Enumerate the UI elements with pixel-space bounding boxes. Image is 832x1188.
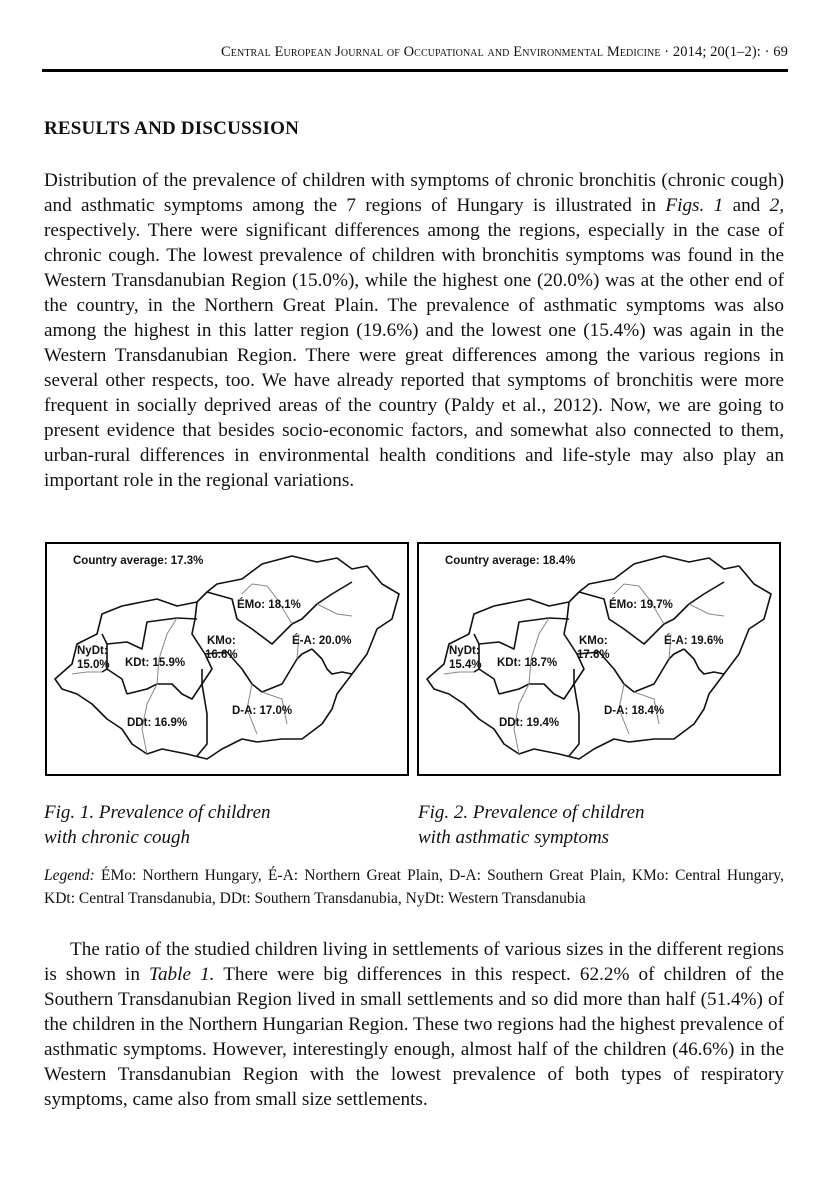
country-average-label: Country average: 17.3% (73, 555, 204, 567)
figure-2-map (417, 542, 781, 776)
caption-line: Fig. 1. Prevalence of children (44, 802, 271, 823)
paragraph-settlements (44, 937, 784, 1112)
region-label-da: D-A: 18.4% (604, 705, 665, 717)
region-label-nydt-value: 15.0% (77, 659, 110, 671)
legend-text: ÉMo: Northern Hungary, É-A: Northern Great Plain, D-A: Southern Great Plain, KMo: Central Hungary, KDt: Central Transdanubia, DDt: Southern Transdanubia, NyDt: Western Transdanubia (44, 867, 784, 907)
country-average-label: Country average: 18.4% (445, 555, 576, 567)
figure-reference: Figs. 1 (665, 195, 724, 216)
header-rule (42, 69, 788, 72)
region-label-kmo-name: KMo: (207, 635, 236, 647)
region-label-emo: ÉMo: 18.1% (237, 599, 301, 611)
region-border (569, 684, 579, 756)
figure-legend (44, 864, 784, 910)
hungary-map-asthmatic-symptoms (419, 544, 779, 774)
county-border (529, 618, 549, 684)
region-border (127, 669, 202, 699)
paragraph-text: The ratio of the studied children living in settlements of various sizes in the different regions is shown in (44, 939, 784, 985)
figure-1-map (45, 542, 409, 776)
paragraph-text: and (723, 195, 770, 216)
figure-2-caption (418, 800, 645, 850)
paragraph-text: Distribution of the prevalence of children with symptoms of chronic bronchitis (chronic cough) and asthmatic symptoms among the 7 regions of Hungary is illustrated in (44, 170, 784, 216)
running-header: Central European Journal of Occupational and Environmental Medicine · 2014; 20(1–2): · 69 (221, 44, 788, 60)
region-label-ea: É-A: 19.6% (664, 635, 724, 647)
region-border (312, 649, 352, 674)
county-border (317, 604, 352, 616)
paragraph-text: There were big differences in this respect. 62.2% of children of the Southern Transdanubian Region lived in small settlements and so did more than half (51.4%) of the children in the Northern Hungarian Region. These two regions had the highest prevalence of asthmatic symptoms. However, interestingly enough, almost half of the children (46.6%) in the Western Transdanubian Region with the lowest prevalence of both types of respiratory symptoms, came also from small size settlements. (44, 964, 785, 1110)
county-border (72, 672, 102, 674)
section-title: RESULTS AND DISCUSSION (44, 118, 300, 139)
caption-line: Fig. 2. Prevalence of children (418, 802, 645, 823)
region-border (499, 669, 574, 699)
region-border (107, 669, 127, 694)
figure-reference: 2, (769, 195, 784, 216)
region-label-nydt-name: NyDt: (77, 645, 108, 657)
region-border (197, 684, 207, 756)
region-label-kdt: KDt: 15.9% (125, 657, 186, 669)
figure-1-caption (44, 800, 271, 850)
county-border (157, 618, 177, 684)
hungary-map-chronic-cough (47, 544, 407, 774)
region-label-kmo-value: 17.6% (577, 649, 610, 661)
region-label-kmo-value: 16.6% (205, 649, 238, 661)
county-border (689, 604, 724, 616)
region-border (479, 669, 499, 694)
region-border (107, 618, 197, 649)
region-label-ddt: DDt: 19.4% (499, 717, 560, 729)
region-label-emo: ÉMo: 19.7% (609, 599, 673, 611)
caption-line: with asthmatic symptoms (418, 827, 610, 848)
region-border (684, 649, 724, 674)
region-label-da: D-A: 17.0% (232, 705, 293, 717)
region-label-kdt: KDt: 18.7% (497, 657, 558, 669)
region-border (479, 618, 569, 649)
legend-label: Legend: (44, 867, 95, 884)
region-label-nydt-name: NyDt: (449, 645, 480, 657)
county-border (444, 672, 474, 674)
region-label-nydt-value: 15.4% (449, 659, 482, 671)
paragraph-results (44, 168, 784, 493)
paragraph-text: respectively. There were significant differences among the regions, especially in the case of chronic cough. The lowest prevalence of children with bronchitis symptoms was found in the Western Transdanubian Region (15.0%), while the highest one (20.0%) was at the other end of the country, in the Northern Great Plain. The prevalence of asthmatic symptoms was also among the highest in this latter region (19.6%) and the lowest one (15.4%) was again in the Western Transdanubian Region. There were great differences among the various regions in several other respects, too. We have already reported that symptoms of bronchitis were more frequent in socially deprived areas of the country (Paldy et al., 2012). Now, we are going to present evidence that besides socio-economic factors, and somewhat also connected to them, urban-rural differences in environmental health conditions and life-style may also play an important role in the regional variations. (44, 220, 784, 491)
region-label-kmo-name: KMo: (579, 635, 608, 647)
region-label-ea: É-A: 20.0% (292, 635, 352, 647)
table-reference: Table 1. (149, 964, 215, 985)
region-label-ddt: DDt: 16.9% (127, 717, 188, 729)
caption-line: with chronic cough (44, 827, 190, 848)
